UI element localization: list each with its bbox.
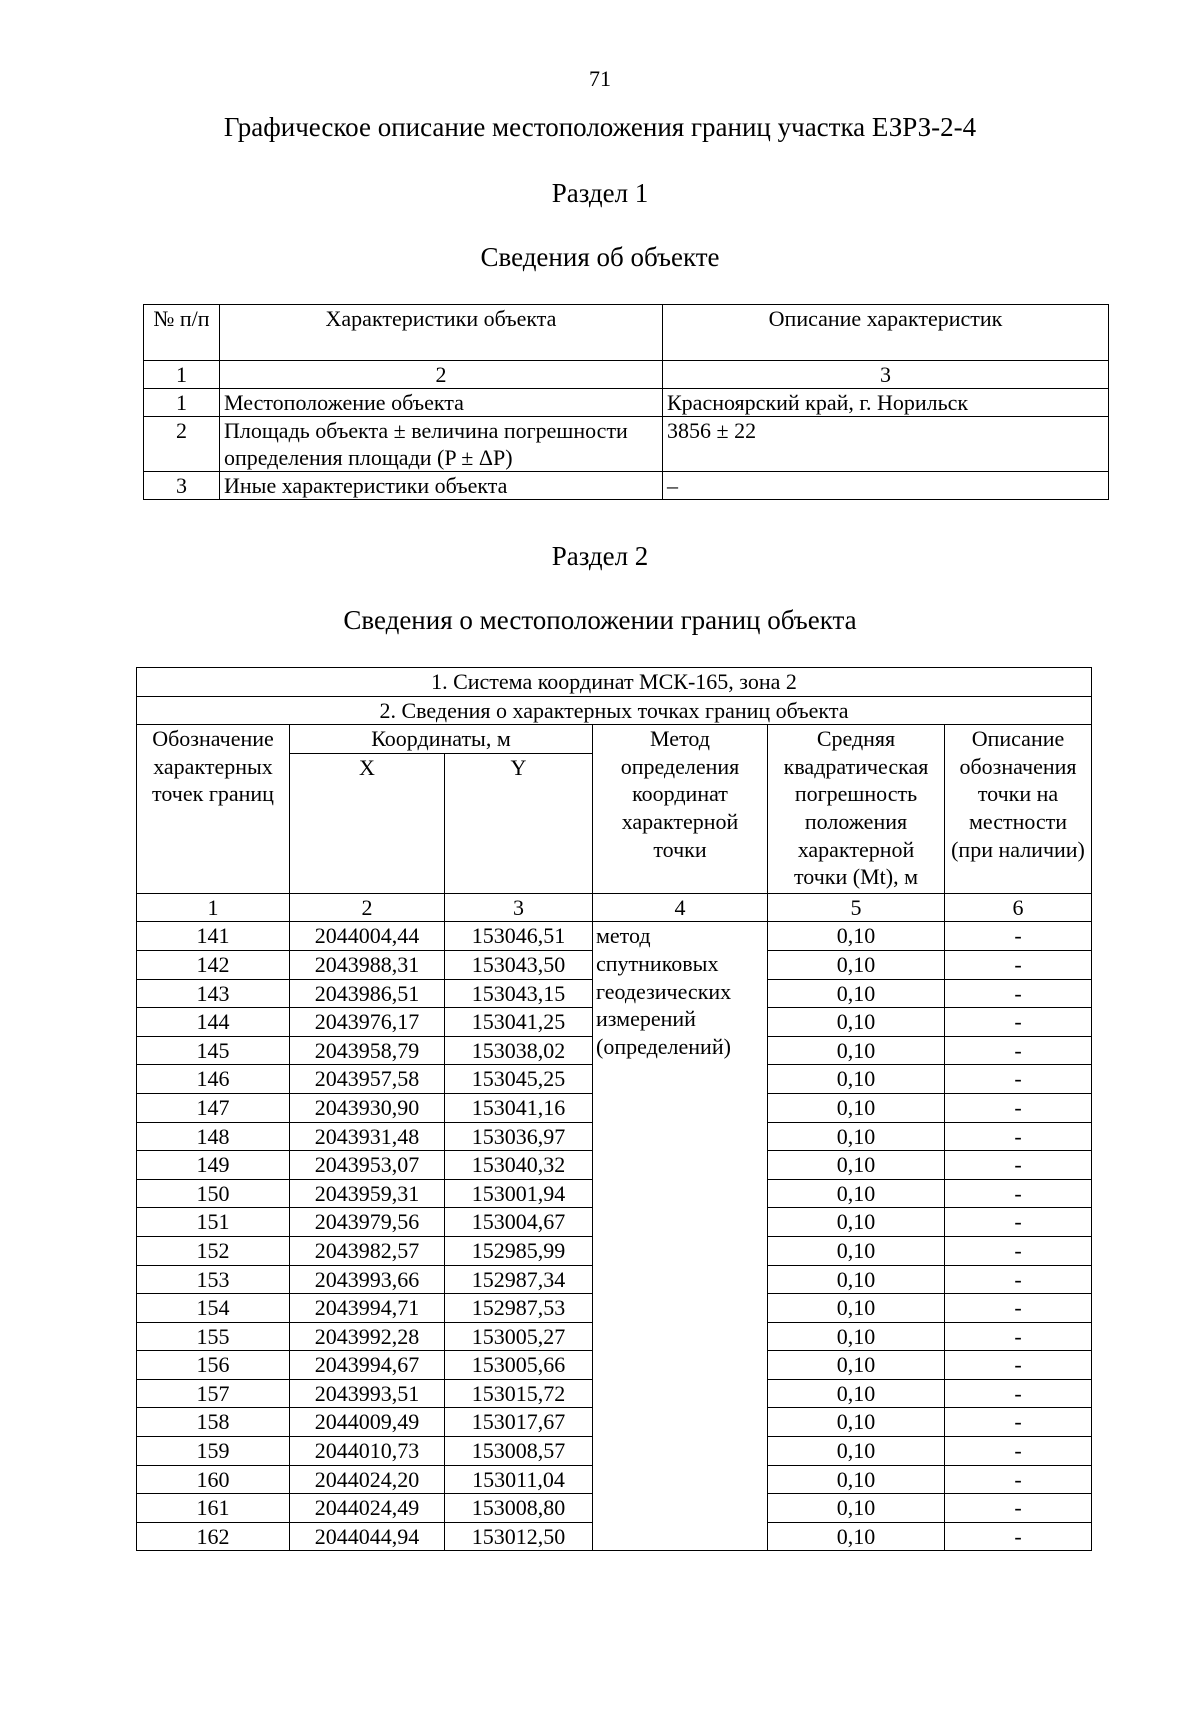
- index-cell: 2: [290, 893, 445, 922]
- header-description: Описание характеристик: [663, 305, 1109, 361]
- mt-value: 0,10: [768, 1236, 945, 1265]
- coord-x: 2043994,71: [290, 1294, 445, 1323]
- coord-x: 2043993,66: [290, 1265, 445, 1294]
- mt-value: 0,10: [768, 1065, 945, 1094]
- row-name: Местоположение объекта: [220, 389, 663, 417]
- coord-y: 153008,57: [445, 1437, 593, 1466]
- point-description: -: [945, 1151, 1092, 1180]
- coord-y: 153004,67: [445, 1208, 593, 1237]
- index-cell: 1: [144, 361, 220, 389]
- coord-x: 2043976,17: [290, 1008, 445, 1037]
- coord-x: 2043992,28: [290, 1322, 445, 1351]
- coord-x: 2043931,48: [290, 1122, 445, 1151]
- coord-y: 153005,66: [445, 1351, 593, 1380]
- point-id: 156: [137, 1351, 290, 1380]
- row-value: –: [663, 472, 1109, 500]
- row-name: Иные характеристики объекта: [220, 472, 663, 500]
- coord-x: 2043953,07: [290, 1151, 445, 1180]
- coord-y: 152985,99: [445, 1236, 593, 1265]
- point-id: 158: [137, 1408, 290, 1437]
- point-id: 143: [137, 979, 290, 1008]
- mt-value: 0,10: [768, 1437, 945, 1466]
- coordinate-system-caption: 1. Система координат МСК-165, зона 2: [137, 668, 1092, 697]
- point-id: 157: [137, 1379, 290, 1408]
- coord-y: 153045,25: [445, 1065, 593, 1094]
- row-number: 1: [144, 389, 220, 417]
- row-value: 3856 ± 22: [663, 417, 1109, 472]
- coord-y: 153038,02: [445, 1036, 593, 1065]
- coord-y: 153046,51: [445, 922, 593, 951]
- index-cell: 4: [593, 893, 768, 922]
- object-info-table: [143, 304, 1109, 500]
- coord-y: 153008,80: [445, 1494, 593, 1523]
- mt-value: 0,10: [768, 979, 945, 1008]
- point-id: 144: [137, 1008, 290, 1037]
- mt-value: 0,10: [768, 922, 945, 951]
- coord-y: 153041,16: [445, 1093, 593, 1122]
- coord-y: 153011,04: [445, 1465, 593, 1494]
- coord-y: 153005,27: [445, 1322, 593, 1351]
- table-row: [144, 389, 1109, 417]
- header-number: № п/п: [144, 305, 220, 361]
- index-cell: 3: [663, 361, 1109, 389]
- coord-x: 2043930,90: [290, 1093, 445, 1122]
- coord-x: 2044009,49: [290, 1408, 445, 1437]
- coord-y: 152987,53: [445, 1294, 593, 1323]
- mt-value: 0,10: [768, 1036, 945, 1065]
- coord-x: 2044024,49: [290, 1494, 445, 1523]
- header-desc: Описание обозначения точки на местности (при наличии): [945, 725, 1092, 894]
- index-cell: 5: [768, 893, 945, 922]
- point-description: -: [945, 979, 1092, 1008]
- point-description: -: [945, 1236, 1092, 1265]
- coord-y: 153001,94: [445, 1179, 593, 1208]
- point-id: 142: [137, 950, 290, 979]
- point-id: 141: [137, 922, 290, 951]
- point-description: -: [945, 950, 1092, 979]
- point-id: 149: [137, 1151, 290, 1180]
- point-description: -: [945, 1351, 1092, 1380]
- section1-heading: Раздел 1: [551, 178, 649, 208]
- coord-x: 2043957,58: [290, 1065, 445, 1094]
- index-cell: 6: [945, 893, 1092, 922]
- mt-value: 0,10: [768, 950, 945, 979]
- coord-x: 2043988,31: [290, 950, 445, 979]
- coord-y: 153040,32: [445, 1151, 593, 1180]
- point-id: 161: [137, 1494, 290, 1523]
- boundary-points-table: [136, 667, 1092, 1551]
- coord-y: 153041,25: [445, 1008, 593, 1037]
- coord-y: 153012,50: [445, 1522, 593, 1551]
- header-method: Метод определения координат характерной точки: [593, 725, 768, 894]
- point-description: -: [945, 1437, 1092, 1466]
- point-description: -: [945, 1494, 1092, 1523]
- index-cell: 2: [220, 361, 663, 389]
- point-id: 151: [137, 1208, 290, 1237]
- mt-value: 0,10: [768, 1494, 945, 1523]
- point-id: 160: [137, 1465, 290, 1494]
- point-description: -: [945, 1322, 1092, 1351]
- coord-x: 2043979,56: [290, 1208, 445, 1237]
- header-mt: Средняя квадратическая погрешность положения характерной точки (Mt), м: [768, 725, 945, 894]
- mt-value: 0,10: [768, 1179, 945, 1208]
- point-description: -: [945, 1408, 1092, 1437]
- point-id: 162: [137, 1522, 290, 1551]
- point-id: 155: [137, 1322, 290, 1351]
- coord-y: 153015,72: [445, 1379, 593, 1408]
- point-description: -: [945, 1294, 1092, 1323]
- point-id: 150: [137, 1179, 290, 1208]
- coord-x: 2043994,67: [290, 1351, 445, 1380]
- index-cell: 3: [445, 893, 593, 922]
- table-row: [144, 417, 1109, 472]
- mt-value: 0,10: [768, 1122, 945, 1151]
- coord-x: 2044004,44: [290, 922, 445, 951]
- coord-y: 153017,67: [445, 1408, 593, 1437]
- point-description: -: [945, 1179, 1092, 1208]
- mt-value: 0,10: [768, 1408, 945, 1437]
- coord-x: 2043993,51: [290, 1379, 445, 1408]
- mt-value: 0,10: [768, 1351, 945, 1380]
- coord-y: 153043,50: [445, 950, 593, 979]
- mt-value: 0,10: [768, 1008, 945, 1037]
- index-cell: 1: [137, 893, 290, 922]
- header-characteristics: Характеристики объекта: [220, 305, 663, 361]
- coord-x: 2043959,31: [290, 1179, 445, 1208]
- mt-value: 0,10: [768, 1093, 945, 1122]
- mt-value: 0,10: [768, 1379, 945, 1408]
- method-cell: метод спутниковых геодезических измерений (определений): [593, 922, 768, 1551]
- point-description: -: [945, 1208, 1092, 1237]
- coord-x: 2043958,79: [290, 1036, 445, 1065]
- point-id: 145: [137, 1036, 290, 1065]
- table-row: [144, 472, 1109, 500]
- header-point: Обозначение характерных точек границ: [137, 725, 290, 894]
- coord-x: 2043982,57: [290, 1236, 445, 1265]
- point-id: 153: [137, 1265, 290, 1294]
- mt-value: 0,10: [768, 1294, 945, 1323]
- coord-x: 2044010,73: [290, 1437, 445, 1466]
- coord-y: 153036,97: [445, 1122, 593, 1151]
- point-description: -: [945, 1265, 1092, 1294]
- coord-y: 153043,15: [445, 979, 593, 1008]
- row-number: 2: [144, 417, 220, 472]
- point-description: -: [945, 922, 1092, 951]
- row-name: Площадь объекта ± величина погрешности определения площади (P ± ΔP): [220, 417, 663, 472]
- point-description: -: [945, 1122, 1092, 1151]
- point-description: -: [945, 1008, 1092, 1037]
- coord-x: 2044024,20: [290, 1465, 445, 1494]
- header-y: Y: [445, 753, 593, 893]
- point-id: 148: [137, 1122, 290, 1151]
- coord-x: 2044044,94: [290, 1522, 445, 1551]
- point-description: -: [945, 1065, 1092, 1094]
- page-title: Графическое описание местоположения границ участка ЕЗРЗ-2-4: [223, 112, 977, 142]
- row-number: 3: [144, 472, 220, 500]
- point-description: -: [945, 1093, 1092, 1122]
- table-row: [137, 922, 1092, 951]
- points-caption: 2. Сведения о характерных точках границ объекта: [137, 696, 1092, 725]
- section2-heading: Раздел 2: [551, 541, 649, 571]
- coord-y: 152987,34: [445, 1265, 593, 1294]
- point-description: -: [945, 1379, 1092, 1408]
- mt-value: 0,10: [768, 1265, 945, 1294]
- section1-subheading: Сведения об объекте: [480, 242, 720, 272]
- section2-subheading: Сведения о местоположении границ объекта: [343, 605, 857, 635]
- point-id: 146: [137, 1065, 290, 1094]
- mt-value: 0,10: [768, 1208, 945, 1237]
- header-x: X: [290, 753, 445, 893]
- header-coords: Координаты, м: [290, 725, 593, 754]
- point-id: 147: [137, 1093, 290, 1122]
- point-id: 152: [137, 1236, 290, 1265]
- point-description: -: [945, 1036, 1092, 1065]
- mt-value: 0,10: [768, 1465, 945, 1494]
- mt-value: 0,10: [768, 1151, 945, 1180]
- mt-value: 0,10: [768, 1322, 945, 1351]
- point-id: 154: [137, 1294, 290, 1323]
- point-description: -: [945, 1522, 1092, 1551]
- coord-x: 2043986,51: [290, 979, 445, 1008]
- point-id: 159: [137, 1437, 290, 1466]
- mt-value: 0,10: [768, 1522, 945, 1551]
- page-number: 71: [589, 66, 611, 91]
- point-description: -: [945, 1465, 1092, 1494]
- row-value: Красноярский край, г. Норильск: [663, 389, 1109, 417]
